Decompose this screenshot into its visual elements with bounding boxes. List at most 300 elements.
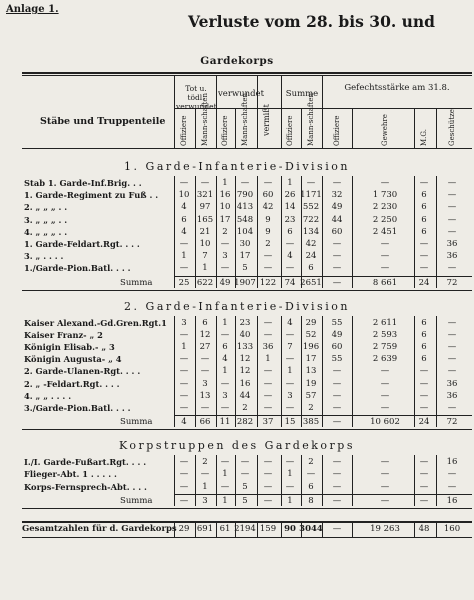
- row-label: 4. „ „ . . . .: [24, 390, 72, 401]
- summa-label: Summa: [120, 417, 153, 428]
- column-separator: [216, 316, 217, 428]
- table-cell: —: [240, 469, 250, 480]
- table-cell: 42: [305, 239, 317, 249]
- table-cell: 7: [202, 251, 208, 262]
- table-cell: —: [447, 342, 457, 352]
- summa-bottom-rule: [22, 429, 472, 430]
- column-separator: [281, 316, 282, 428]
- table-cell: 6: [308, 263, 314, 274]
- table-cell: —: [263, 481, 273, 492]
- table-cell: —: [419, 239, 429, 249]
- table-cell: 27: [199, 342, 211, 352]
- table-cell: —: [240, 178, 250, 188]
- table-cell: 6: [181, 214, 187, 225]
- table-cell: 36: [446, 251, 458, 262]
- table-cell: —: [380, 251, 390, 262]
- table-cell: —: [419, 251, 429, 262]
- column-separator: [322, 316, 323, 428]
- table-cell: —: [419, 390, 429, 401]
- summa-cell: 3: [202, 495, 208, 506]
- subheader-separator: [436, 108, 437, 148]
- summa-cell: 72: [446, 417, 458, 428]
- table-cell: —: [447, 263, 457, 274]
- table-cell: 3: [202, 378, 208, 389]
- header-separator: [216, 75, 217, 148]
- table-cell: 40: [239, 329, 251, 340]
- section-title: 1. Garde-Infanterie-Division: [124, 160, 350, 173]
- table-cell: 26: [284, 190, 296, 201]
- subcolumn-header: Offiziere: [333, 115, 341, 146]
- table-cell: 55: [331, 317, 343, 328]
- table-cell: 16: [446, 457, 458, 468]
- table-cell: —: [306, 469, 316, 480]
- summa-cell: 2651: [300, 277, 322, 288]
- total-cell: 691: [196, 523, 214, 534]
- table-cell: —: [263, 366, 273, 377]
- column-header-wounded: verwundet: [218, 89, 265, 99]
- summa-cell: —: [179, 495, 189, 506]
- table-cell: —: [285, 354, 295, 365]
- table-cell: 1: [222, 317, 228, 328]
- summa-cell: —: [332, 495, 342, 506]
- column-separator: [436, 176, 437, 288]
- table-cell: 1: [202, 481, 208, 492]
- total-cell: 160: [443, 523, 461, 534]
- corps-title: Gardekorps: [200, 55, 274, 67]
- table-cell: —: [179, 469, 189, 480]
- table-cell: —: [447, 214, 457, 225]
- table-cell: —: [332, 457, 342, 468]
- annex-label: Anlage 1.: [6, 4, 59, 15]
- table-cell: —: [332, 251, 342, 262]
- row-label: 3. „ . . . .: [24, 251, 64, 262]
- table-cell: —: [380, 403, 390, 413]
- row-label: Königin Augusta- „ 4: [24, 354, 122, 365]
- subheader-rule: [174, 108, 472, 109]
- subheader-separator: [352, 108, 353, 148]
- summa-cell: 37: [262, 417, 274, 428]
- total-separator: [322, 521, 323, 537]
- total-label: Gesamtzahlen für d. Gardekorps: [22, 523, 177, 534]
- table-cell: 23: [284, 214, 296, 225]
- summa-top-rule: [174, 494, 472, 495]
- table-cell: 21: [199, 226, 211, 237]
- table-cell: 6: [421, 190, 427, 201]
- summa-cell: 72: [446, 277, 458, 288]
- table-cell: 6: [222, 342, 228, 352]
- table-cell: —: [285, 481, 295, 492]
- table-cell: 2: [308, 403, 314, 413]
- column-separator: [257, 316, 258, 428]
- total-separator: [436, 521, 437, 537]
- row-label: 2. Garde-Ulanen-Rgt. . . .: [24, 366, 141, 377]
- table-cell: —: [447, 317, 457, 328]
- column-separator: [235, 176, 236, 288]
- table-cell: —: [179, 239, 189, 249]
- subcolumn-header: Offiziere: [180, 115, 188, 146]
- column-separator: [195, 176, 196, 288]
- table-cell: 1: [287, 178, 293, 188]
- column-separator: [352, 176, 353, 288]
- table-cell: —: [447, 469, 457, 480]
- table-cell: 7: [287, 342, 293, 352]
- table-cell: 30: [239, 239, 251, 249]
- table-cell: —: [419, 366, 429, 377]
- table-cell: 2 611: [372, 317, 398, 328]
- subcolumn-header: Offiziere: [221, 115, 229, 146]
- summa-cell: —: [332, 417, 342, 428]
- table-cell: —: [263, 403, 273, 413]
- table-cell: 104: [236, 226, 254, 237]
- table-cell: 196: [302, 342, 320, 352]
- total-separator: [301, 521, 302, 537]
- table-cell: 44: [239, 390, 251, 401]
- summa-cell: 15: [284, 417, 296, 428]
- table-cell: 12: [199, 329, 211, 340]
- column-header-sum: Summe: [285, 89, 319, 99]
- total-cell: 29: [178, 523, 190, 534]
- summa-cell: 282: [236, 417, 254, 428]
- summa-bottom-rule: [22, 290, 472, 291]
- table-cell: 16: [219, 190, 231, 201]
- summa-cell: 1: [222, 495, 228, 506]
- column-separator: [174, 176, 175, 288]
- summa-cell: —: [380, 495, 390, 506]
- table-cell: 552: [302, 202, 320, 213]
- table-cell: —: [332, 403, 342, 413]
- subcolumn-header: Mann-schaften: [201, 93, 209, 146]
- table-cell: 1: [202, 263, 208, 274]
- table-cell: —: [263, 378, 273, 389]
- summa-cell: 5: [242, 495, 248, 506]
- summa-cell: 122: [259, 277, 277, 288]
- table-cell: 52: [305, 329, 317, 340]
- table-cell: —: [263, 317, 273, 328]
- table-cell: 1: [222, 366, 228, 377]
- summa-cell: 11: [219, 417, 231, 428]
- subcolumn-header: Mann-schaften: [307, 93, 315, 146]
- table-cell: 2 639: [372, 354, 398, 365]
- column-separator: [216, 176, 217, 288]
- table-cell: —: [447, 329, 457, 340]
- table-cell: 1: [181, 342, 187, 352]
- table-cell: —: [179, 403, 189, 413]
- column-header-missing: vermißt: [262, 104, 271, 136]
- total-cell: 159: [259, 523, 277, 534]
- table-cell: —: [285, 239, 295, 249]
- row-label: 1. Garde-Regiment zu Fuß . .: [24, 190, 159, 201]
- table-cell: 4: [287, 251, 293, 262]
- row-label: 3./Garde-Pion.Batl. . . .: [24, 403, 131, 413]
- table-cell: —: [447, 403, 457, 413]
- table-cell: 3: [222, 390, 228, 401]
- table-cell: 17: [219, 214, 231, 225]
- table-cell: 6: [308, 481, 314, 492]
- table-cell: —: [380, 469, 390, 480]
- table-cell: —: [332, 378, 342, 389]
- row-label: Kaiser Alexand.-Gd.Gren.Rgt.1: [24, 317, 167, 328]
- subcolumn-header: Offiziere: [286, 115, 294, 146]
- summa-cell: —: [419, 495, 429, 506]
- table-cell: 1 730: [372, 190, 398, 201]
- table-cell: —: [263, 263, 273, 274]
- column-separator: [301, 176, 302, 288]
- table-cell: —: [220, 403, 230, 413]
- table-cell: 5: [242, 481, 248, 492]
- table-cell: 2 230: [372, 202, 398, 213]
- table-cell: —: [263, 469, 273, 480]
- header-top-rule: [22, 72, 472, 74]
- row-label: Kaiser Franz- „ 2: [24, 329, 103, 340]
- table-cell: 1: [265, 354, 271, 365]
- table-cell: 10: [199, 239, 211, 249]
- table-cell: —: [380, 390, 390, 401]
- column-separator: [352, 316, 353, 428]
- table-cell: 57: [305, 390, 317, 401]
- summa-cell: 1: [287, 495, 293, 506]
- table-cell: 6: [421, 226, 427, 237]
- table-cell: 2 451: [372, 226, 398, 237]
- table-cell: 2: [202, 457, 208, 468]
- total-separator: [281, 521, 282, 537]
- table-cell: —: [285, 457, 295, 468]
- table-cell: 29: [305, 317, 317, 328]
- summa-cell: 622: [196, 277, 214, 288]
- table-cell: 42: [262, 202, 274, 213]
- table-cell: 4: [287, 317, 293, 328]
- column-separator: [414, 316, 415, 428]
- subheader-separator: [301, 108, 302, 148]
- total-separator: [235, 521, 236, 537]
- table-cell: —: [179, 366, 189, 377]
- table-cell: 17: [239, 251, 251, 262]
- table-cell: 2 759: [372, 342, 398, 352]
- table-cell: 12: [239, 354, 251, 365]
- summa-top-rule: [174, 415, 472, 416]
- table-cell: —: [200, 178, 210, 188]
- table-cell: —: [447, 190, 457, 201]
- row-label: 4. „ „ „ . .: [24, 226, 68, 237]
- table-cell: 60: [331, 342, 343, 352]
- table-cell: 321: [196, 190, 214, 201]
- table-cell: —: [285, 329, 295, 340]
- row-label: Flieger-Abt. 1 . . . . .: [24, 469, 117, 480]
- total-separator: [174, 521, 175, 537]
- table-cell: 2: [222, 226, 228, 237]
- table-cell: 6: [287, 226, 293, 237]
- table-cell: —: [380, 366, 390, 377]
- table-cell: 6: [202, 317, 208, 328]
- table-cell: 16: [239, 378, 251, 389]
- section-title: 2. Garde-Infanterie-Division: [124, 299, 350, 313]
- table-cell: —: [332, 263, 342, 274]
- table-cell: —: [447, 226, 457, 237]
- table-cell: —: [332, 390, 342, 401]
- table-cell: —: [179, 378, 189, 389]
- table-cell: —: [332, 469, 342, 480]
- page-title: Verluste vom 28. bis 30. und: [188, 12, 436, 31]
- summa-cell: 24: [418, 277, 430, 288]
- header-separator: [257, 75, 258, 148]
- table-cell: 1: [222, 469, 228, 480]
- table-cell: —: [220, 378, 230, 389]
- table-cell: 9: [265, 214, 271, 225]
- table-cell: —: [200, 469, 210, 480]
- table-cell: 23: [239, 317, 251, 328]
- table-cell: 3: [287, 390, 293, 401]
- table-cell: —: [200, 366, 210, 377]
- table-cell: —: [419, 178, 429, 188]
- table-cell: 2 250: [372, 214, 398, 225]
- subcolumn-header: Gewehre: [381, 114, 389, 146]
- total-cell: 2194: [234, 523, 256, 534]
- total-top-rule: [22, 521, 472, 523]
- table-cell: —: [220, 481, 230, 492]
- column-separator: [352, 455, 353, 506]
- summa-cell: 74: [284, 277, 296, 288]
- table-cell: 133: [236, 342, 254, 352]
- table-cell: —: [332, 366, 342, 377]
- table-cell: 1: [287, 469, 293, 480]
- table-cell: —: [380, 457, 390, 468]
- table-cell: 13: [305, 366, 317, 377]
- table-cell: —: [332, 178, 342, 188]
- total-bottom-rule: [22, 537, 472, 538]
- row-label: I./I. Garde-Fußart.Rgt. . . .: [24, 457, 147, 468]
- column-header-units: Stäbe und Truppenteile: [40, 116, 166, 127]
- summa-cell: 1907: [234, 277, 256, 288]
- column-header-killed: Tot u. tödl. verwundet: [176, 84, 217, 111]
- table-cell: —: [179, 481, 189, 492]
- table-cell: —: [285, 263, 295, 274]
- table-cell: 10: [219, 202, 231, 213]
- column-separator: [301, 316, 302, 428]
- summa-bottom-rule: [22, 508, 472, 509]
- header-separator: [174, 75, 175, 148]
- table-cell: —: [285, 378, 295, 389]
- table-cell: 32: [331, 190, 343, 201]
- table-cell: —: [419, 469, 429, 480]
- row-label: 2. „ „ „ . .: [24, 202, 68, 213]
- table-cell: —: [263, 457, 273, 468]
- table-cell: 3: [181, 317, 187, 328]
- summa-label: Summa: [120, 277, 153, 288]
- table-cell: —: [285, 403, 295, 413]
- table-cell: 2: [265, 239, 271, 249]
- table-cell: 10: [178, 190, 190, 201]
- summa-cell: 25: [178, 277, 190, 288]
- table-cell: 790: [236, 190, 254, 201]
- row-label: 1. Garde-Feldart.Rgt. . . .: [24, 239, 140, 249]
- total-separator: [216, 521, 217, 537]
- summa-cell: 10 602: [370, 417, 400, 428]
- summa-top-rule: [174, 276, 472, 277]
- summa-cell: 385: [302, 417, 320, 428]
- table-cell: 36: [446, 239, 458, 249]
- row-label: Königin Elisab.- „ 3: [24, 342, 115, 352]
- table-cell: 19: [305, 378, 317, 389]
- total-separator: [195, 521, 196, 537]
- column-separator: [257, 176, 258, 288]
- summa-cell: 4: [181, 417, 187, 428]
- summa-cell: —: [263, 495, 273, 506]
- table-cell: —: [200, 403, 210, 413]
- table-cell: 1171: [300, 190, 322, 201]
- table-cell: —: [179, 457, 189, 468]
- summa-cell: 16: [446, 495, 458, 506]
- table-cell: 36: [446, 390, 458, 401]
- table-cell: 6: [421, 342, 427, 352]
- table-cell: 134: [302, 226, 320, 237]
- table-cell: —: [306, 178, 316, 188]
- table-cell: 49: [331, 329, 343, 340]
- summa-cell: 24: [418, 417, 430, 428]
- row-label: 2. „ -Feldart.Rgt. . . .: [24, 378, 120, 389]
- table-cell: 1: [222, 178, 228, 188]
- table-cell: 36: [446, 378, 458, 389]
- table-cell: —: [380, 239, 390, 249]
- table-cell: —: [419, 481, 429, 492]
- column-separator: [195, 316, 196, 428]
- summa-cell: —: [332, 277, 342, 288]
- table-cell: 4: [181, 226, 187, 237]
- table-cell: 60: [262, 190, 274, 201]
- table-cell: —: [380, 481, 390, 492]
- table-cell: —: [380, 263, 390, 274]
- table-cell: 4: [222, 354, 228, 365]
- table-cell: 44: [331, 214, 343, 225]
- table-cell: —: [263, 329, 273, 340]
- summa-label: Summa: [120, 495, 153, 506]
- total-cell: 90: [284, 523, 296, 534]
- table-cell: 4: [181, 202, 187, 213]
- total-separator: [257, 521, 258, 537]
- table-cell: —: [179, 390, 189, 401]
- summa-cell: 66: [199, 417, 211, 428]
- row-label: Stab 1. Garde-Inf.Brig. . .: [24, 178, 142, 188]
- summa-cell: 8: [308, 495, 314, 506]
- table-cell: —: [419, 378, 429, 389]
- row-label: 3. „ „ „ . .: [24, 214, 68, 225]
- table-cell: —: [240, 457, 250, 468]
- subheader-separator: [235, 108, 236, 148]
- table-cell: 9: [265, 226, 271, 237]
- column-separator: [414, 176, 415, 288]
- column-separator: [235, 316, 236, 428]
- total-cell: 19 263: [370, 523, 400, 534]
- table-cell: 6: [421, 354, 427, 365]
- total-separator: [352, 521, 353, 537]
- table-cell: —: [220, 457, 230, 468]
- table-cell: 17: [305, 354, 317, 365]
- total-cell: —: [332, 523, 342, 534]
- table-cell: 6: [421, 329, 427, 340]
- subheader-separator: [414, 108, 415, 148]
- summa-cell: 8 661: [372, 277, 398, 288]
- header-bottom-rule: [22, 148, 472, 149]
- table-cell: 165: [196, 214, 214, 225]
- column-separator: [174, 316, 175, 428]
- table-cell: 2 593: [372, 329, 398, 340]
- table-cell: —: [447, 354, 457, 365]
- table-cell: 2: [242, 403, 248, 413]
- table-cell: —: [263, 251, 273, 262]
- table-cell: 12: [239, 366, 251, 377]
- table-cell: 5: [242, 263, 248, 274]
- table-cell: —: [380, 178, 390, 188]
- table-cell: 6: [421, 317, 427, 328]
- table-cell: —: [447, 481, 457, 492]
